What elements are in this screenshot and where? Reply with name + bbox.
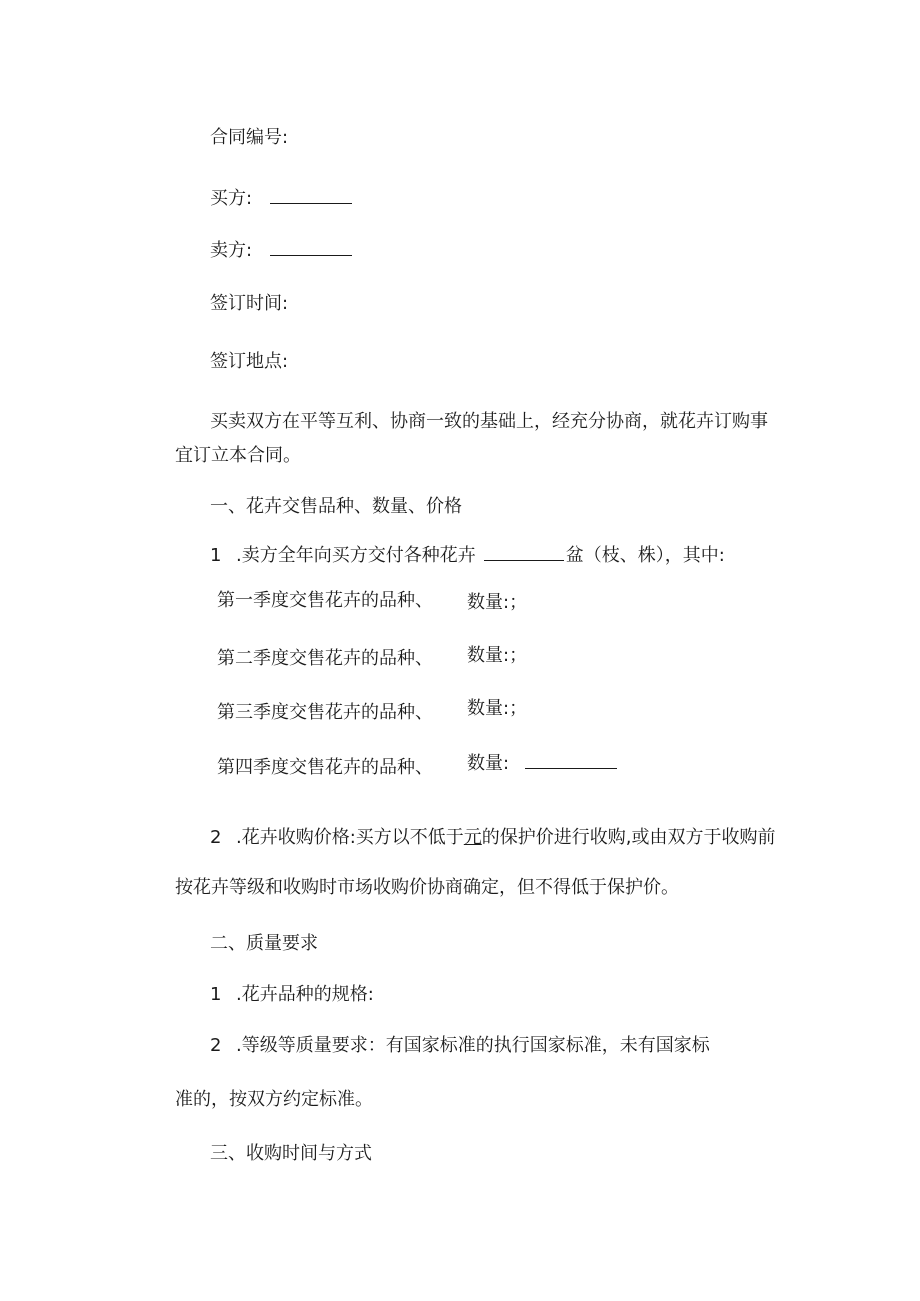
item-number: 2 <box>210 827 222 848</box>
total-quantity-blank[interactable] <box>484 543 564 561</box>
section-1-title: 一、花卉交售品种、数量、价格 <box>210 496 462 517</box>
section-2-item-2-line-2: 准的，按双方约定标准。 <box>175 1089 373 1110</box>
quarter-label: 第二季度交售花卉的品种、 <box>217 648 433 669</box>
quarter-4-qty-blank[interactable] <box>525 751 617 769</box>
item-text: .等级等质量要求：有国家标准的执行国家标准，未有国家标 <box>236 1035 710 1056</box>
seller-label: 卖方: <box>210 240 253 261</box>
seller-blank[interactable] <box>270 238 352 256</box>
quarter-4-qty <box>467 751 617 776</box>
section-2-item-2 <box>210 1034 710 1058</box>
price-unit: 元 <box>463 827 482 848</box>
item-text: .花卉收购价格:买方以不低于 <box>236 827 464 848</box>
quarter-4-row <box>217 756 433 780</box>
item-number: 1 <box>210 545 222 566</box>
sign-time-label: 签订时间: <box>210 293 289 314</box>
quarter-3-row <box>217 701 433 725</box>
intro-line-1: 买卖双方在平等互利、协商一致的基础上，经充分协商，就花卉订购事 <box>210 411 768 432</box>
item-number: 1 <box>210 984 222 1005</box>
quarter-2-row <box>217 647 433 671</box>
section-1-item-2-line-2: 按花卉等级和收购时市场收购价协商确定，但不得低于保护价。 <box>175 877 679 898</box>
section-3-title: 三、收购时间与方式 <box>210 1143 372 1164</box>
buyer-blank[interactable] <box>270 186 352 204</box>
seller-line <box>210 238 352 263</box>
section-2-title: 二、质量要求 <box>210 933 318 954</box>
item-text-suffix: 盆（枝、株），其中: <box>565 545 725 566</box>
quarter-3-qty: 数量:； <box>467 698 528 719</box>
quarter-label: 第三季度交售花卉的品种、 <box>217 702 433 723</box>
quarter-2-qty: 数量:； <box>467 645 528 666</box>
section-1-item-1 <box>210 543 725 568</box>
item-text-suffix: 的保护价进行收购,或由双方于收购前 <box>481 827 776 848</box>
quarter-1-qty: 数量:； <box>467 592 528 613</box>
item-text: .花卉品种的规格: <box>236 984 374 1005</box>
section-1-item-2 <box>210 826 776 850</box>
qty-label: 数量: <box>467 753 510 774</box>
quarter-1-row <box>217 589 433 613</box>
section-2-item-1 <box>210 983 374 1007</box>
quarter-label: 第四季度交售花卉的品种、 <box>217 757 433 778</box>
item-text: .卖方全年向买方交付各种花卉 <box>236 545 476 566</box>
item-number: 2 <box>210 1035 222 1056</box>
quarter-label: 第一季度交售花卉的品种、 <box>217 590 433 611</box>
intro-line-2: 宜订立本合同。 <box>175 445 301 466</box>
sign-place-label: 签订地点: <box>210 351 289 372</box>
contract-number-label: 合同编号: <box>210 127 289 148</box>
buyer-label: 买方: <box>210 188 253 209</box>
buyer-line <box>210 186 352 211</box>
